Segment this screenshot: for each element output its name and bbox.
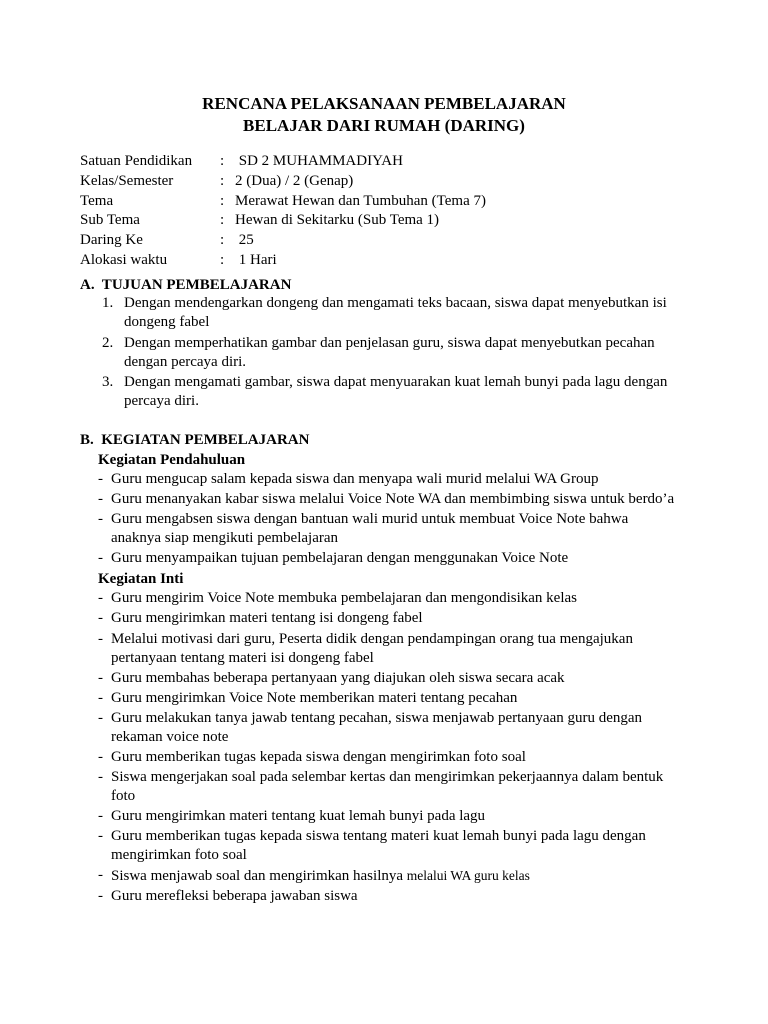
list-text: Melalui motivasi dari guru, Peserta didik dengan pendampingan orang tua mengajukan pertanyaan tentang materi isi dongeng fabel — [111, 630, 633, 666]
list-item — [80, 334, 680, 372]
info-colon: : — [220, 232, 225, 249]
list-text: Guru menyampaikan tujuan pembelajaran dengan menggunakan Voice Note — [111, 550, 569, 567]
pendahuluan-heading: Kegiatan Pendahuluan — [98, 452, 246, 468]
info-label: Sub Tema — [80, 212, 140, 229]
list-text: Guru mengirim Voice Note membuka pembelajaran dan mengondisikan kelas — [111, 590, 577, 607]
info-colon: : — [220, 153, 225, 169]
list-item — [98, 490, 678, 509]
list-item — [98, 669, 678, 688]
dash-bullet: - — [98, 511, 103, 528]
info-value: 2 (Dua) / 2 (Genap) — [235, 172, 354, 189]
activities — [98, 450, 678, 908]
list-item — [98, 866, 678, 886]
list-text: Guru mengabsen siswa dengan bantuan wali murid untuk membuat Voice Note bahwa anaknya siap mengikuti pembelajaran — [111, 511, 629, 547]
list-item — [98, 689, 678, 708]
section-b-heading: B. KEGIATAN PEMBELAJARAN — [80, 432, 310, 448]
dash-bullet: - — [98, 669, 103, 686]
list-item — [98, 709, 678, 747]
dash-bullet: - — [98, 491, 103, 508]
list-text: Guru mengirimkan Voice Note memberikan materi tentang pecahan — [111, 689, 518, 706]
list-text: Dengan mendengarkan dongeng dan mengamati teks bacaan, siswa dapat menyebutkan isi dongeng fabel — [124, 295, 667, 330]
section-a-heading: A. TUJUAN PEMBELAJARAN — [80, 277, 292, 293]
list-item — [98, 827, 678, 865]
info-value: 25 — [235, 232, 254, 249]
dash-bullet: - — [98, 630, 103, 647]
list-text: Guru memberikan tugas kepada siswa tentang materi kuat lemah bunyi pada lagu dengan mengirimkan foto soal — [111, 828, 646, 864]
info-value: SD 2 MUHAMMADIYAH — [235, 153, 403, 169]
list-number: 3. — [102, 374, 114, 390]
dash-bullet: - — [98, 471, 103, 487]
info-value: 1 Hari — [235, 251, 277, 268]
info-label: Daring Ke — [80, 232, 143, 249]
list-item — [80, 373, 680, 411]
list-item — [98, 510, 678, 548]
dash-bullet: - — [98, 550, 103, 567]
list-text: Guru mengirimkan materi tentang kuat lemah bunyi pada lagu — [111, 808, 486, 825]
list-item — [80, 294, 680, 332]
list-item — [98, 887, 678, 906]
list-item — [98, 549, 678, 568]
info-label: Tema — [80, 192, 114, 209]
list-text: Guru mengirimkan materi tentang isi dongeng fabel — [111, 610, 423, 627]
info-colon: : — [220, 212, 225, 229]
list-item — [98, 768, 678, 806]
dash-bullet: - — [98, 748, 103, 765]
list-text: Guru menanyakan kabar siswa melalui Voice Note WA dan membimbing siswa untuk berdo’a — [111, 491, 675, 508]
list-text: Guru merefleksi beberapa jawaban siswa — [111, 888, 358, 905]
dash-bullet: - — [98, 689, 103, 706]
dash-bullet: - — [98, 888, 103, 905]
info-colon: : — [220, 192, 225, 209]
list-text: Guru melakukan tanya jawab tentang pecahan, siswa menjawab pertanyaan guru dengan rekaman voice note — [111, 709, 643, 745]
inti-heading: Kegiatan Inti — [98, 571, 184, 588]
info-value: Merawat Hewan dan Tumbuhan (Tema 7) — [235, 192, 486, 209]
info-label: Alokasi waktu — [80, 251, 168, 268]
list-text: Guru memberikan tugas kepada siswa dengan mengirimkan foto soal — [111, 748, 526, 765]
objectives-list — [80, 294, 680, 413]
list-text: Siswa menjawab soal dan mengirimkan hasilnya — [111, 868, 407, 885]
list-item — [98, 589, 678, 608]
list-item — [98, 470, 678, 489]
list-text: Dengan memperhatikan gambar dan penjelasan guru, siswa dapat menyebutkan pecahan dengan percaya diri. — [124, 334, 655, 370]
list-text: Guru membahas beberapa pertanyaan yang diajukan oleh siswa secara acak — [111, 669, 565, 686]
dash-bullet: - — [98, 590, 103, 607]
info-colon: : — [220, 251, 225, 268]
dash-bullet: - — [98, 867, 103, 884]
list-text: Dengan mengamati gambar, siswa dapat menyuarakan kuat lemah bunyi pada lagu dengan percaya diri. — [124, 374, 668, 409]
dash-bullet: - — [98, 808, 103, 825]
list-item — [98, 748, 678, 767]
doc-title-line2: BELAJAR DARI RUMAH (DARING) — [243, 116, 525, 135]
list-number: 2. — [102, 334, 114, 351]
list-item — [98, 609, 678, 628]
doc-title-line1: RENCANA PELAKSANAAN PEMBELAJARAN — [202, 94, 566, 113]
list-text: Siswa mengerjakan soal pada selembar kertas dan mengirimkan pekerjaannya dalam bentuk foto — [111, 769, 664, 805]
list-text: Guru mengucap salam kepada siswa dan menyapa wali murid melalui WA Group — [111, 471, 599, 487]
info-colon: : — [220, 172, 225, 189]
dash-bullet: - — [98, 610, 103, 627]
list-item — [98, 630, 678, 668]
info-label: Kelas/Semester — [80, 172, 174, 189]
info-label: Satuan Pendidikan — [80, 153, 193, 169]
dash-bullet: - — [98, 828, 103, 845]
list-item — [98, 807, 678, 826]
dash-bullet: - — [98, 709, 103, 726]
info-value: Hewan di Sekitarku (Sub Tema 1) — [235, 212, 440, 229]
list-number: 1. — [102, 295, 114, 311]
list-text-small: melalui WA guru kelas — [406, 868, 530, 884]
dash-bullet: - — [98, 769, 103, 786]
